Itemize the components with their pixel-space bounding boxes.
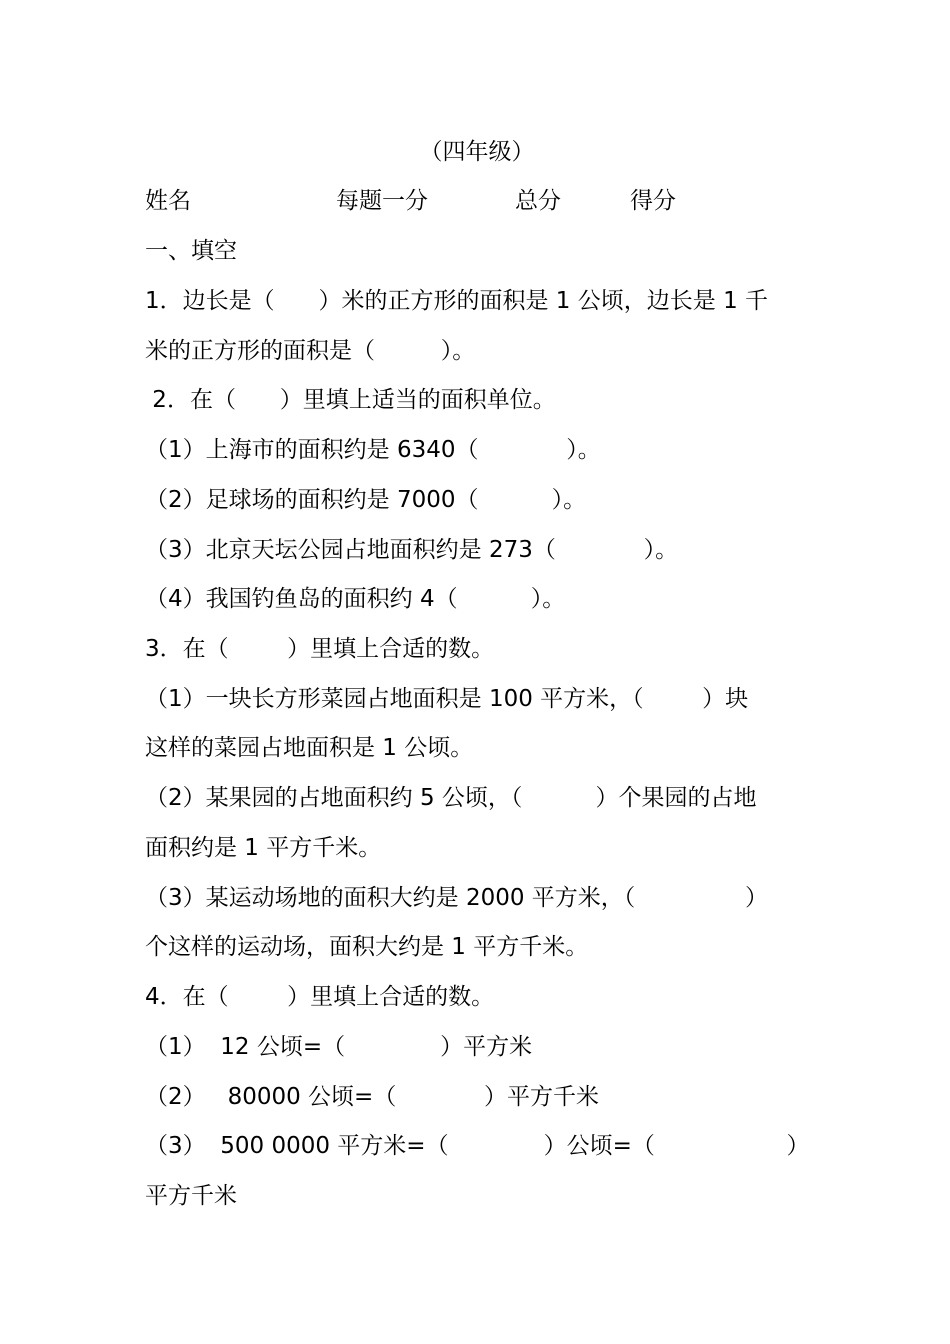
question-2-item-3: （3）北京天坛公园占地面积约是 273（ ）。 (145, 537, 679, 563)
question-3-prompt: 3．在（ ）里填上合适的数。 (145, 636, 495, 662)
name-label: 姓名 (145, 188, 191, 214)
question-3-item-1-line-2: 这样的菜园占地面积是 1 公顷。 (145, 735, 474, 761)
question-4-item-3-line-2: 平方千米 (145, 1183, 237, 1209)
question-2-item-4: （4）我国钓鱼岛的面积约 4（ ）。 (145, 586, 566, 612)
question-4-item-3-line-1: （3） 500 0000 平方米=（ ）公顷=（ ） (145, 1133, 810, 1159)
question-2-item-1: （1）上海市的面积约是 6340（ ）。 (145, 437, 601, 463)
total-score-label: 总分 (515, 188, 561, 214)
question-3-item-2-line-2: 面积约是 1 平方千米。 (145, 835, 382, 861)
earned-score-label: 得分 (630, 188, 676, 214)
question-3-item-3-line-2: 个这样的运动场，面积大约是 1 平方千米。 (145, 934, 589, 960)
question-3-item-3-line-1: （3）某运动场地的面积大约是 2000 平方米，（ ） (145, 885, 768, 911)
question-2-prompt: 2．在（ ）里填上适当的面积单位。 (145, 387, 556, 413)
question-4-prompt: 4．在（ ）里填上合适的数。 (145, 984, 495, 1010)
question-2-item-2: （2）足球场的面积约是 7000（ ）。 (145, 487, 587, 513)
worksheet-title: （四年级） (419, 139, 535, 165)
question-4-item-2: （2） 80000 公顷=（ ）平方千米 (145, 1084, 600, 1110)
question-3-item-1-line-1: （1）一块长方形菜园占地面积是 100 平方米，（ ）块 (145, 686, 749, 712)
question-1-line-1: 1．边长是（ ）米的正方形的面积是 1 公顷，边长是 1 千 (145, 288, 769, 314)
header-row (145, 186, 845, 216)
per-question-label: 每题一分 (336, 188, 428, 214)
question-1-line-2: 米的正方形的面积是（ ）。 (145, 338, 476, 364)
question-4-item-1: （1） 12 公顷=（ ）平方米 (145, 1034, 533, 1060)
question-3-item-2-line-1: （2）某果园的占地面积约 5 公顷，（ ）个果园的占地 (145, 785, 757, 811)
section-heading: 一、填空 (145, 238, 237, 264)
